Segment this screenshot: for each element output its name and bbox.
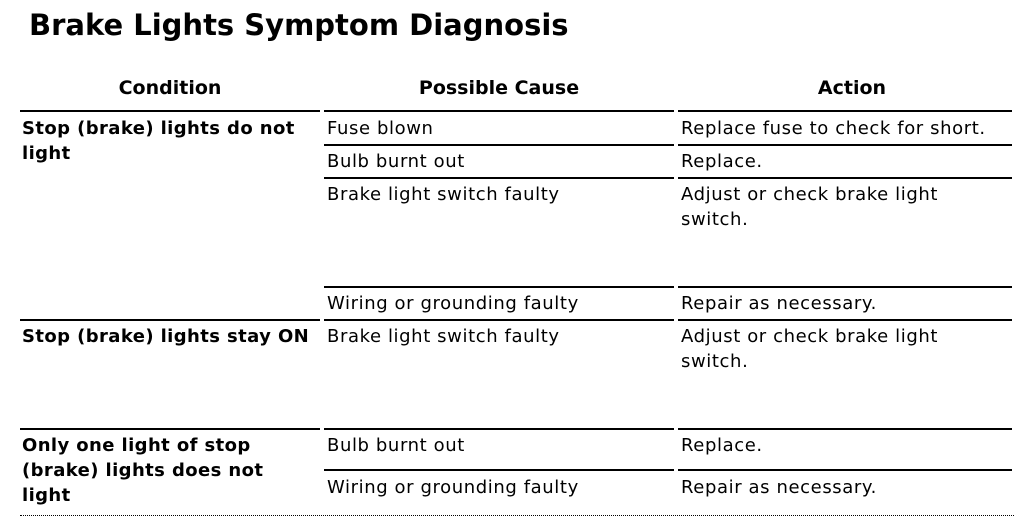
row-divider	[324, 286, 674, 288]
condition-cell: Stop (brake) lights stay ON	[22, 326, 310, 347]
row-divider	[678, 177, 1012, 179]
action-cell: Replace.	[681, 435, 763, 456]
header-rule-condition	[20, 110, 320, 112]
header-action: Action	[817, 77, 887, 99]
row-divider	[324, 177, 674, 179]
group-divider	[20, 319, 320, 321]
cause-cell: Bulb burnt out	[327, 151, 465, 172]
action-cell: Replace fuse to check for short.	[681, 118, 986, 139]
header-rule-cause	[324, 110, 674, 112]
cause-cell: Brake light switch faulty	[327, 184, 560, 205]
row-divider	[678, 286, 1012, 288]
header-possible-cause: Possible Cause	[418, 77, 580, 99]
group-divider	[20, 428, 320, 430]
group-divider	[678, 428, 1012, 430]
cause-cell: Wiring or grounding faulty	[327, 477, 579, 498]
group-divider	[678, 319, 1012, 321]
row-divider	[678, 469, 1012, 471]
condition-cell: Stop (brake) lights do not light	[22, 118, 295, 164]
action-cell: Repair as necessary.	[681, 477, 877, 498]
cause-cell: Brake light switch faulty	[327, 326, 560, 347]
table-bottom-rule	[20, 515, 1014, 516]
row-divider	[324, 469, 674, 471]
cause-cell: Bulb burnt out	[327, 435, 465, 456]
group-divider	[324, 319, 674, 321]
group-divider	[324, 428, 674, 430]
cause-cell: Wiring or grounding faulty	[327, 293, 579, 314]
action-cell: Adjust or check brake light switch.	[681, 326, 939, 372]
action-cell: Adjust or check brake light switch.	[681, 184, 939, 230]
row-divider	[678, 144, 1012, 146]
action-cell: Replace.	[681, 151, 763, 172]
cause-cell: Fuse blown	[327, 118, 434, 139]
row-divider	[324, 144, 674, 146]
header-condition: Condition	[118, 77, 222, 99]
header-rule-action	[678, 110, 1012, 112]
action-cell: Repair as necessary.	[681, 293, 877, 314]
page-title: Brake Lights Symptom Diagnosis	[29, 8, 569, 42]
condition-cell: Only one light of stop (brake) lights does not light	[22, 435, 264, 506]
